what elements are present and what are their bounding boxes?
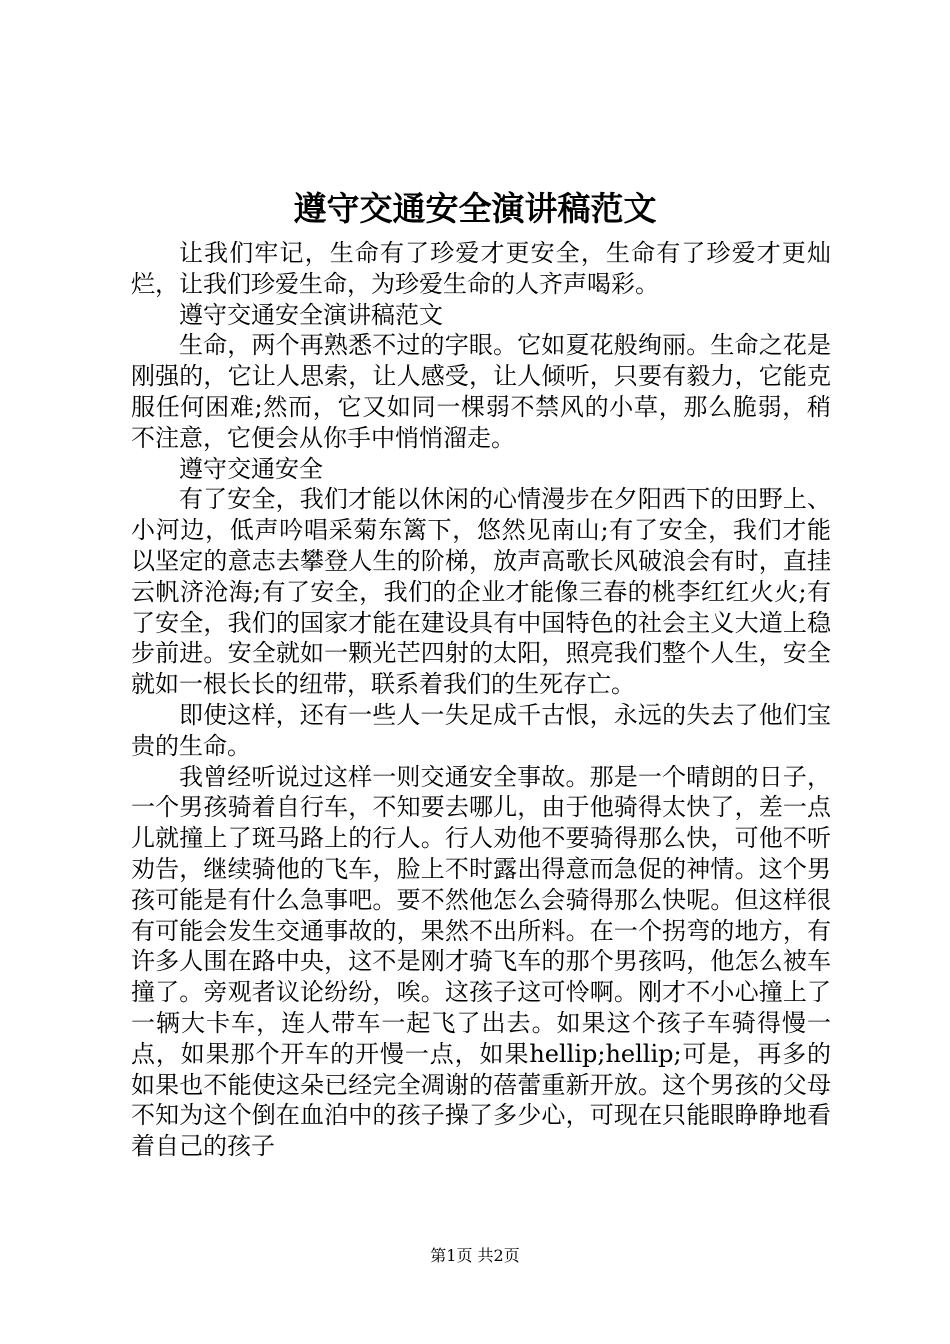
page-title: 遵守交通安全演讲稿范文 bbox=[293, 189, 657, 228]
section-heading-speech-sample: 遵守交通安全演讲稿范文 bbox=[179, 300, 443, 329]
paragraph-closing-exhortation: 让我们牢记，生命有了珍爱才更安全，生命有了珍爱才更灿烂，让我们珍爱生命，为珍爱生命的人齐声喝彩。 bbox=[131, 239, 831, 298]
paragraph-life: 生命，两个再熟悉不过的字眼。它如夏花般绚丽。生命之花是刚强的，它让人思索，让人感受，让人倾听，只要有毅力，它能克服任何困难;然而，它又如同一棵弱不禁风的小草，那么脆弱，稍不注意，它便会从你手中悄悄溜走。 bbox=[131, 331, 831, 452]
paragraph-with-safety: 有了安全，我们才能以休闲的心情漫步在夕阳西下的田野上、小河边，低声吟唱采菊东篱下，悠然见南山;有了安全，我们才能以坚定的意志去攀登人生的阶梯，放声高歌长风破浪会有时，直挂云帆济沧海;有了安全，我们的企业才能像三春的桃李红红火火;有了安全，我们的国家才能在建设具有中国特色的社会主义大道上稳步前进。安全就如一颗光芒四射的太阳，照亮我们整个人生，安全就如一根长长的纽带，联系着我们的生死存亡。 bbox=[131, 485, 831, 699]
document-body bbox=[131, 238, 831, 1162]
paragraph-even-so: 即使这样，还有一些人一失足成千古恨，永远的失去了他们宝贵的生命。 bbox=[131, 700, 831, 760]
page-number-footer: 第1页 共2页 bbox=[430, 1246, 520, 1265]
paragraph-accident-story: 我曾经听说过这样一则交通安全事故。那是一个晴朗的日子，一个男孩骑着自行车，不知要去哪儿，由于他骑得太快了，差一点儿就撞上了斑马路上的行人。行人劝他不要骑得那么快，可他不听劝告，继续骑他的飞车，脸上不时露出得意而急促的神情。这个男孩可能是有什么急事吧。要不然他怎么会骑得那么快呢。但这样很有可能会发生交通事故的，果然不出所料。在一个拐弯的地方，有许多人围在路中央，这不是刚才骑飞车的那个男孩吗，他怎么被车撞了。旁观者议论纷纷，唉。这孩子这可怜啊。刚才不小心撞上了一辆大卡车，连人带车一起飞了出去。如果这个孩子车骑得慢一点，如果那个开车的开慢一点，如果hellip;hellip;可是，再多的如果也不能使这朵已经完全凋谢的蓓蕾重新开放。这个男孩的父母不知为这个倒在血泊中的孩子操了多少心，可现在只能眼睁睁地看着自己的孩子 bbox=[131, 762, 831, 1161]
section-heading-traffic-safety: 遵守交通安全 bbox=[179, 454, 323, 483]
